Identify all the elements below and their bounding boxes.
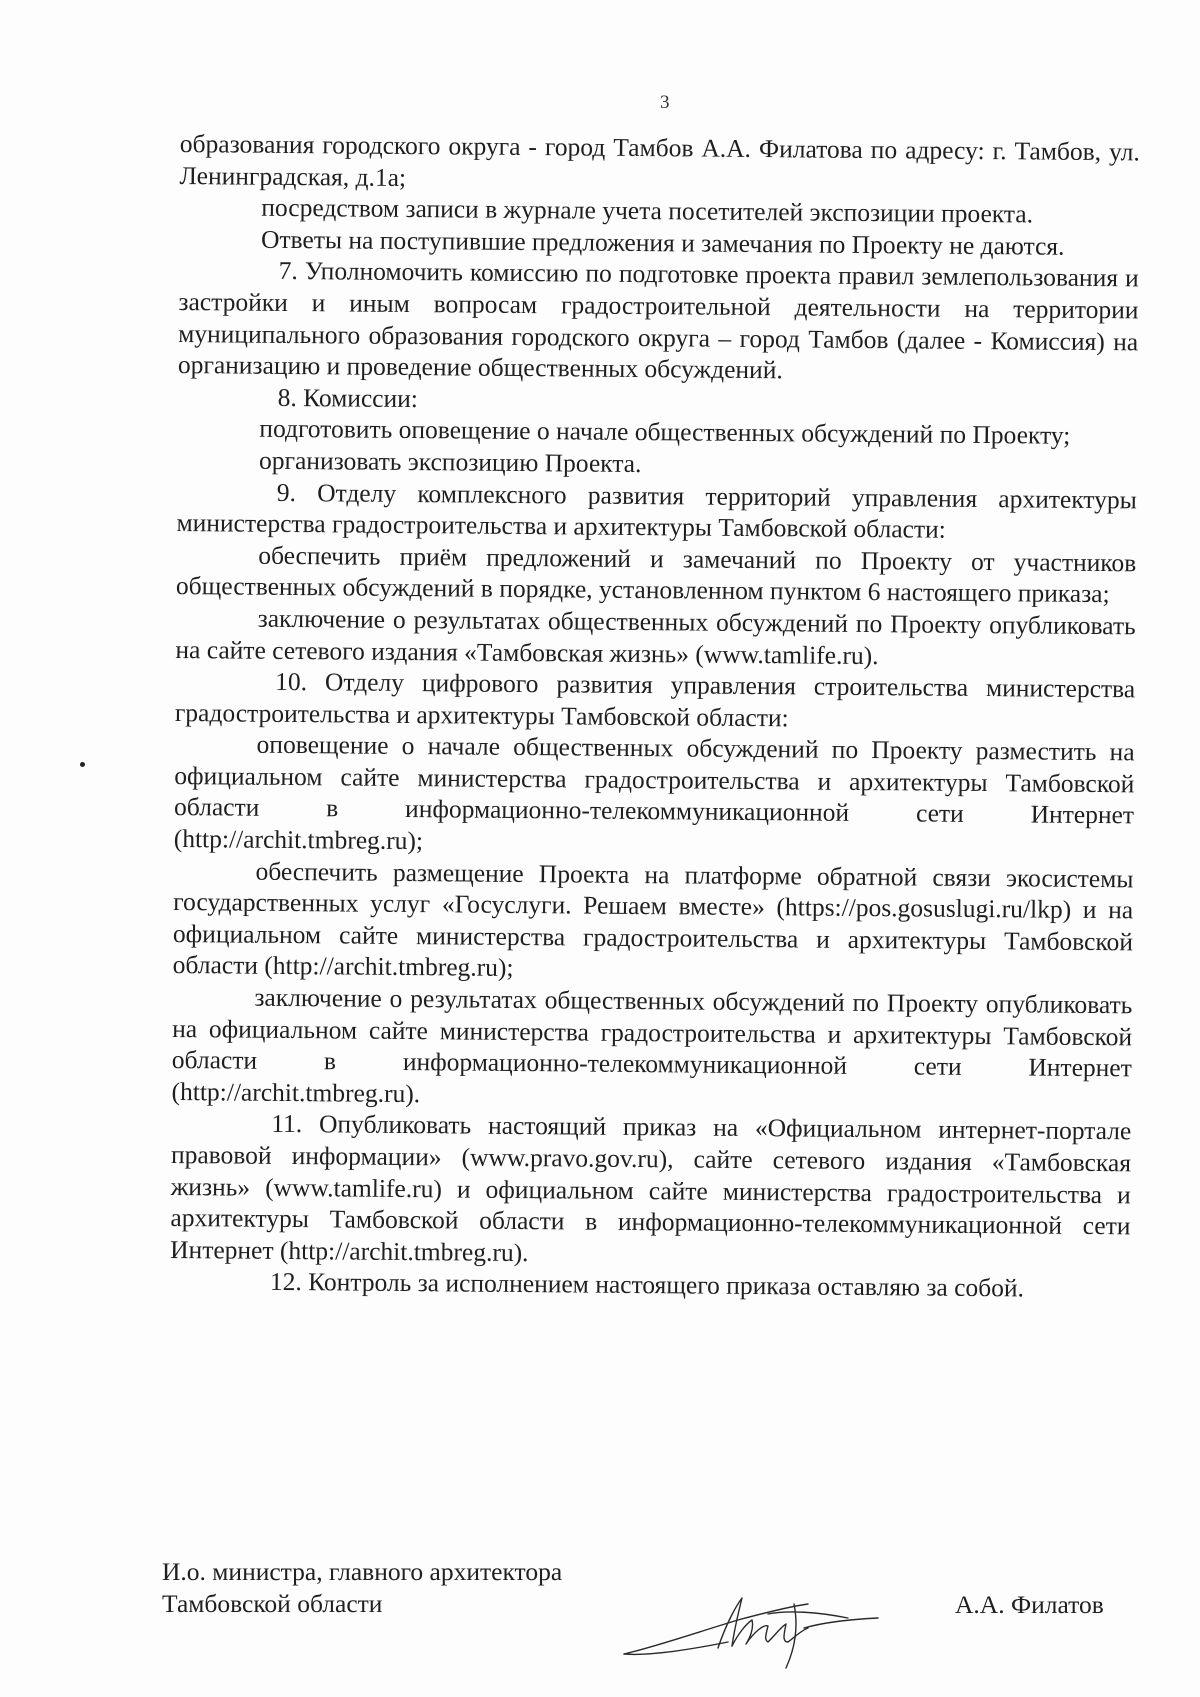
paragraph-item-9: 9. Отделу комплексного развития территорий управления архитектуры министерства градостроительства и архитектуры Тамбовской области: [176,477,1137,544]
paragraph-record-in-journal: посредством записи в журнале учета посетителей экспозиции проекта. [261,192,1034,229]
paragraph-organize-exposition: организовать экспозицию Проекта. [258,445,642,478]
paragraph-item-10: 10. Отделу цифрового развития управления строительства министерства градостроительства и архитектуры Тамбовской области: [174,666,1136,733]
paragraph-item-8: 8. Комиссии: [277,382,419,413]
signature-position [162,1556,562,1620]
document-body [170,128,1140,1305]
handwritten-signature [618,1584,898,1674]
signatory-name: А.А. Филатов [955,1590,1104,1619]
paragraph-item-11: 11. Опубликовать настоящий приказ на «Официальном интернет-портале правовой информации» (www.pravo.gov.ru), сайте сетевого издания «Тамбовская жизнь» (www.tamlife.ru) и официальном сайте министерства градостроительства и архитектуры Тамбовской области в информационно-телекоммуникационной сети Интернет (http://archit.tmbreg.ru). [170,1109,1132,1267]
scan-speck [80,762,85,767]
signature-position-line2: Тамбовской области [162,1589,383,1618]
page-number: 3 [660,92,670,113]
paragraph-ensure-placement: обеспечить размещение Проекта на платформе обратной связи экосистемы государственных услуг «Госуслуги. Решаем вместе» (https://pos.gosuslugi.ru/lkp) и на официальном сайте министерства градостроительства и архитектуры Тамбовской области (http://archit.tmbreg.ru); [172,856,1134,983]
signature-position-line1: И.о. министра, главного архитектора [162,1557,563,1586]
paragraph-publish-conclusion-site: заключение о результатах общественных обсуждений по Проекту опубликовать на официальном сайте министерства градостроительства и архитектуры Тамбовской области в информационно-телекоммуникационной сети Интернет (http://archit.tmbreg.ru). [171,982,1133,1108]
paragraph-post-notice: оповещение о начале общественных обсуждений по Проекту разместить на официальном сайте министерства градостроительства и архитектуры Тамбовской области в информационно-телекоммуникационной сети Интернет (http://archit.tmbreg.ru); [173,729,1135,856]
paragraph-item-7: 7. Уполномочить комиссию по подготовке проекта правил землепользования и застройки и иным вопросам градостроительной деятельности на территории муниципального образования городского округа – город Тамбов (далее - Комиссия) на организацию и проведение общественных обсуждений. [177,256,1139,385]
paragraph-continuation: образования городского округа - город Тамбов А.А. Филатова по адресу: г. Тамбов, ул. Ленинградская, д.1а; [179,128,1140,192]
paragraph-item-12: 12. Контроль за исполнением настоящего приказа оставляю за собой. [269,1267,1025,1303]
paragraph-publish-conclusion-tamlife: заключение о результатах общественных обсуждений по Проекту опубликовать на сайте сетевого издания «Тамбовская жизнь» (www.tamlife.ru). [175,603,1136,670]
paragraph-prepare-notice: подготовить оповещение о начале общественных обсуждений по Проекту; [259,414,1071,451]
paragraph-ensure-reception: обеспечить приём предложений и замечаний по Проекту от участников общественных обсуждений в порядке, установленном пунктом 6 настоящего приказа; [175,540,1137,609]
paragraph-no-answers: Ответы на поступившие предложения и замечания по Проекту не даются. [260,224,1065,261]
